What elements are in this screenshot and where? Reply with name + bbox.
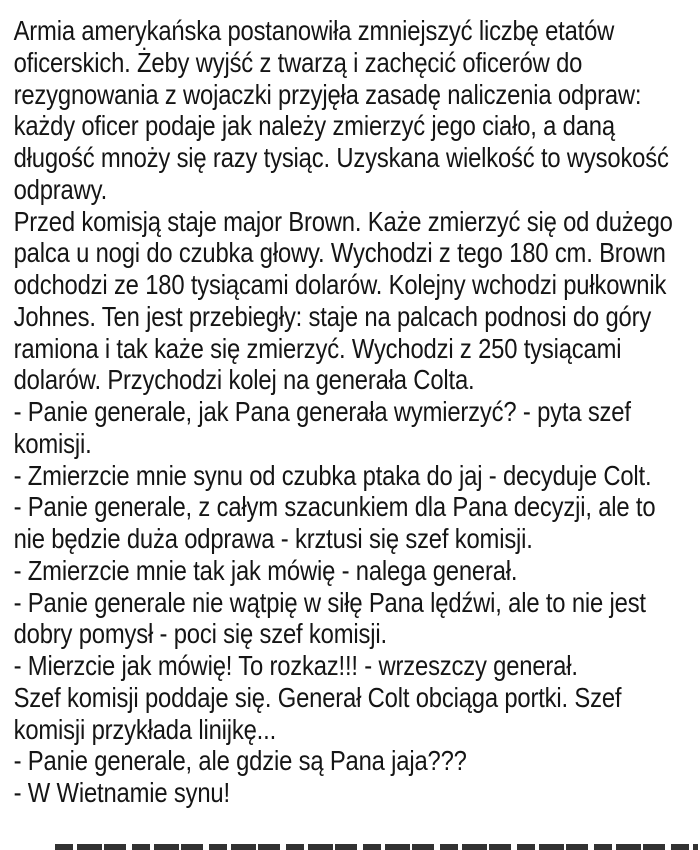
- text-line: komisji przykłada linijkę...: [13, 713, 277, 745]
- text-line: nie będzie duża odprawa - krztusi się szef komisji.: [13, 523, 533, 554]
- text-line: Przed komisją staje major Brown. Każe zmierzyć się od dużego: [13, 205, 673, 237]
- text-line: ramiona i tak każe się zmierzyć. Wychodzi z 250 tysiącami: [13, 332, 622, 364]
- text-line: dolarów. Przychodzi kolej na generała Colta.: [13, 364, 475, 396]
- document-body: [0, 15, 700, 809]
- text-line: - Panie generale, z całym szacunkiem dla Pana decyzji, ale to: [13, 491, 656, 523]
- text-line: - Panie generale, ale gdzie są Pana jaja???: [13, 745, 467, 777]
- text-line: każdy oficer podaje jak należy zmierzyć jego ciało, a daną: [13, 110, 615, 142]
- text-line: dobry pomysł - poci się szef komisji.: [13, 618, 387, 650]
- text-line: odprawy.: [13, 173, 108, 205]
- text-line: - Zmierzcie mnie synu od czubka ptaka do jaj - decyduje Colt.: [13, 459, 652, 491]
- text-line: długość mnoży się razy tysiąc. Uzyskana wielkość to wysokość: [13, 142, 669, 173]
- text-line: rezygnowania z wojaczki przyjęła zasadę naliczenia odpraw:: [13, 78, 642, 110]
- cropped-text-artifact: [55, 844, 698, 850]
- text-line: Szef komisji poddaje się. Generał Colt obciąga portki. Szef: [13, 681, 622, 713]
- text-line: oficerskich. Żeby wyjść z twarzą i zachęcić oficerów do: [13, 46, 583, 78]
- text-line: Johnes. Ten jest przebiegły: staje na palcach podnosi do góry: [13, 300, 652, 332]
- text-line: odchodzi ze 180 tysiącami dolarów. Kolejny wchodzi pułkownik: [13, 269, 667, 300]
- text-line: - Panie generale, jak Pana generała wymierzyć? - pyta szef: [13, 396, 631, 427]
- text-line: - Mierzcie jak mówię! To rozkaz!!! - wrzeszczy generał.: [13, 650, 578, 681]
- text-line: komisji.: [13, 427, 92, 459]
- text-line: Armia amerykańska postanowiła zmniejszyć liczbę etatów: [13, 15, 615, 46]
- text-line: - W Wietnamie synu!: [13, 777, 230, 808]
- text-line: - Panie generale nie wątpię w siłę Pana lędźwi, ale to nie jest: [13, 586, 646, 618]
- text-line: palca u nogi do czubka głowy. Wychodzi z tego 180 cm. Brown: [13, 237, 666, 269]
- text-line: - Zmierzcie mnie tak jak mówię - nalega generał.: [13, 554, 518, 586]
